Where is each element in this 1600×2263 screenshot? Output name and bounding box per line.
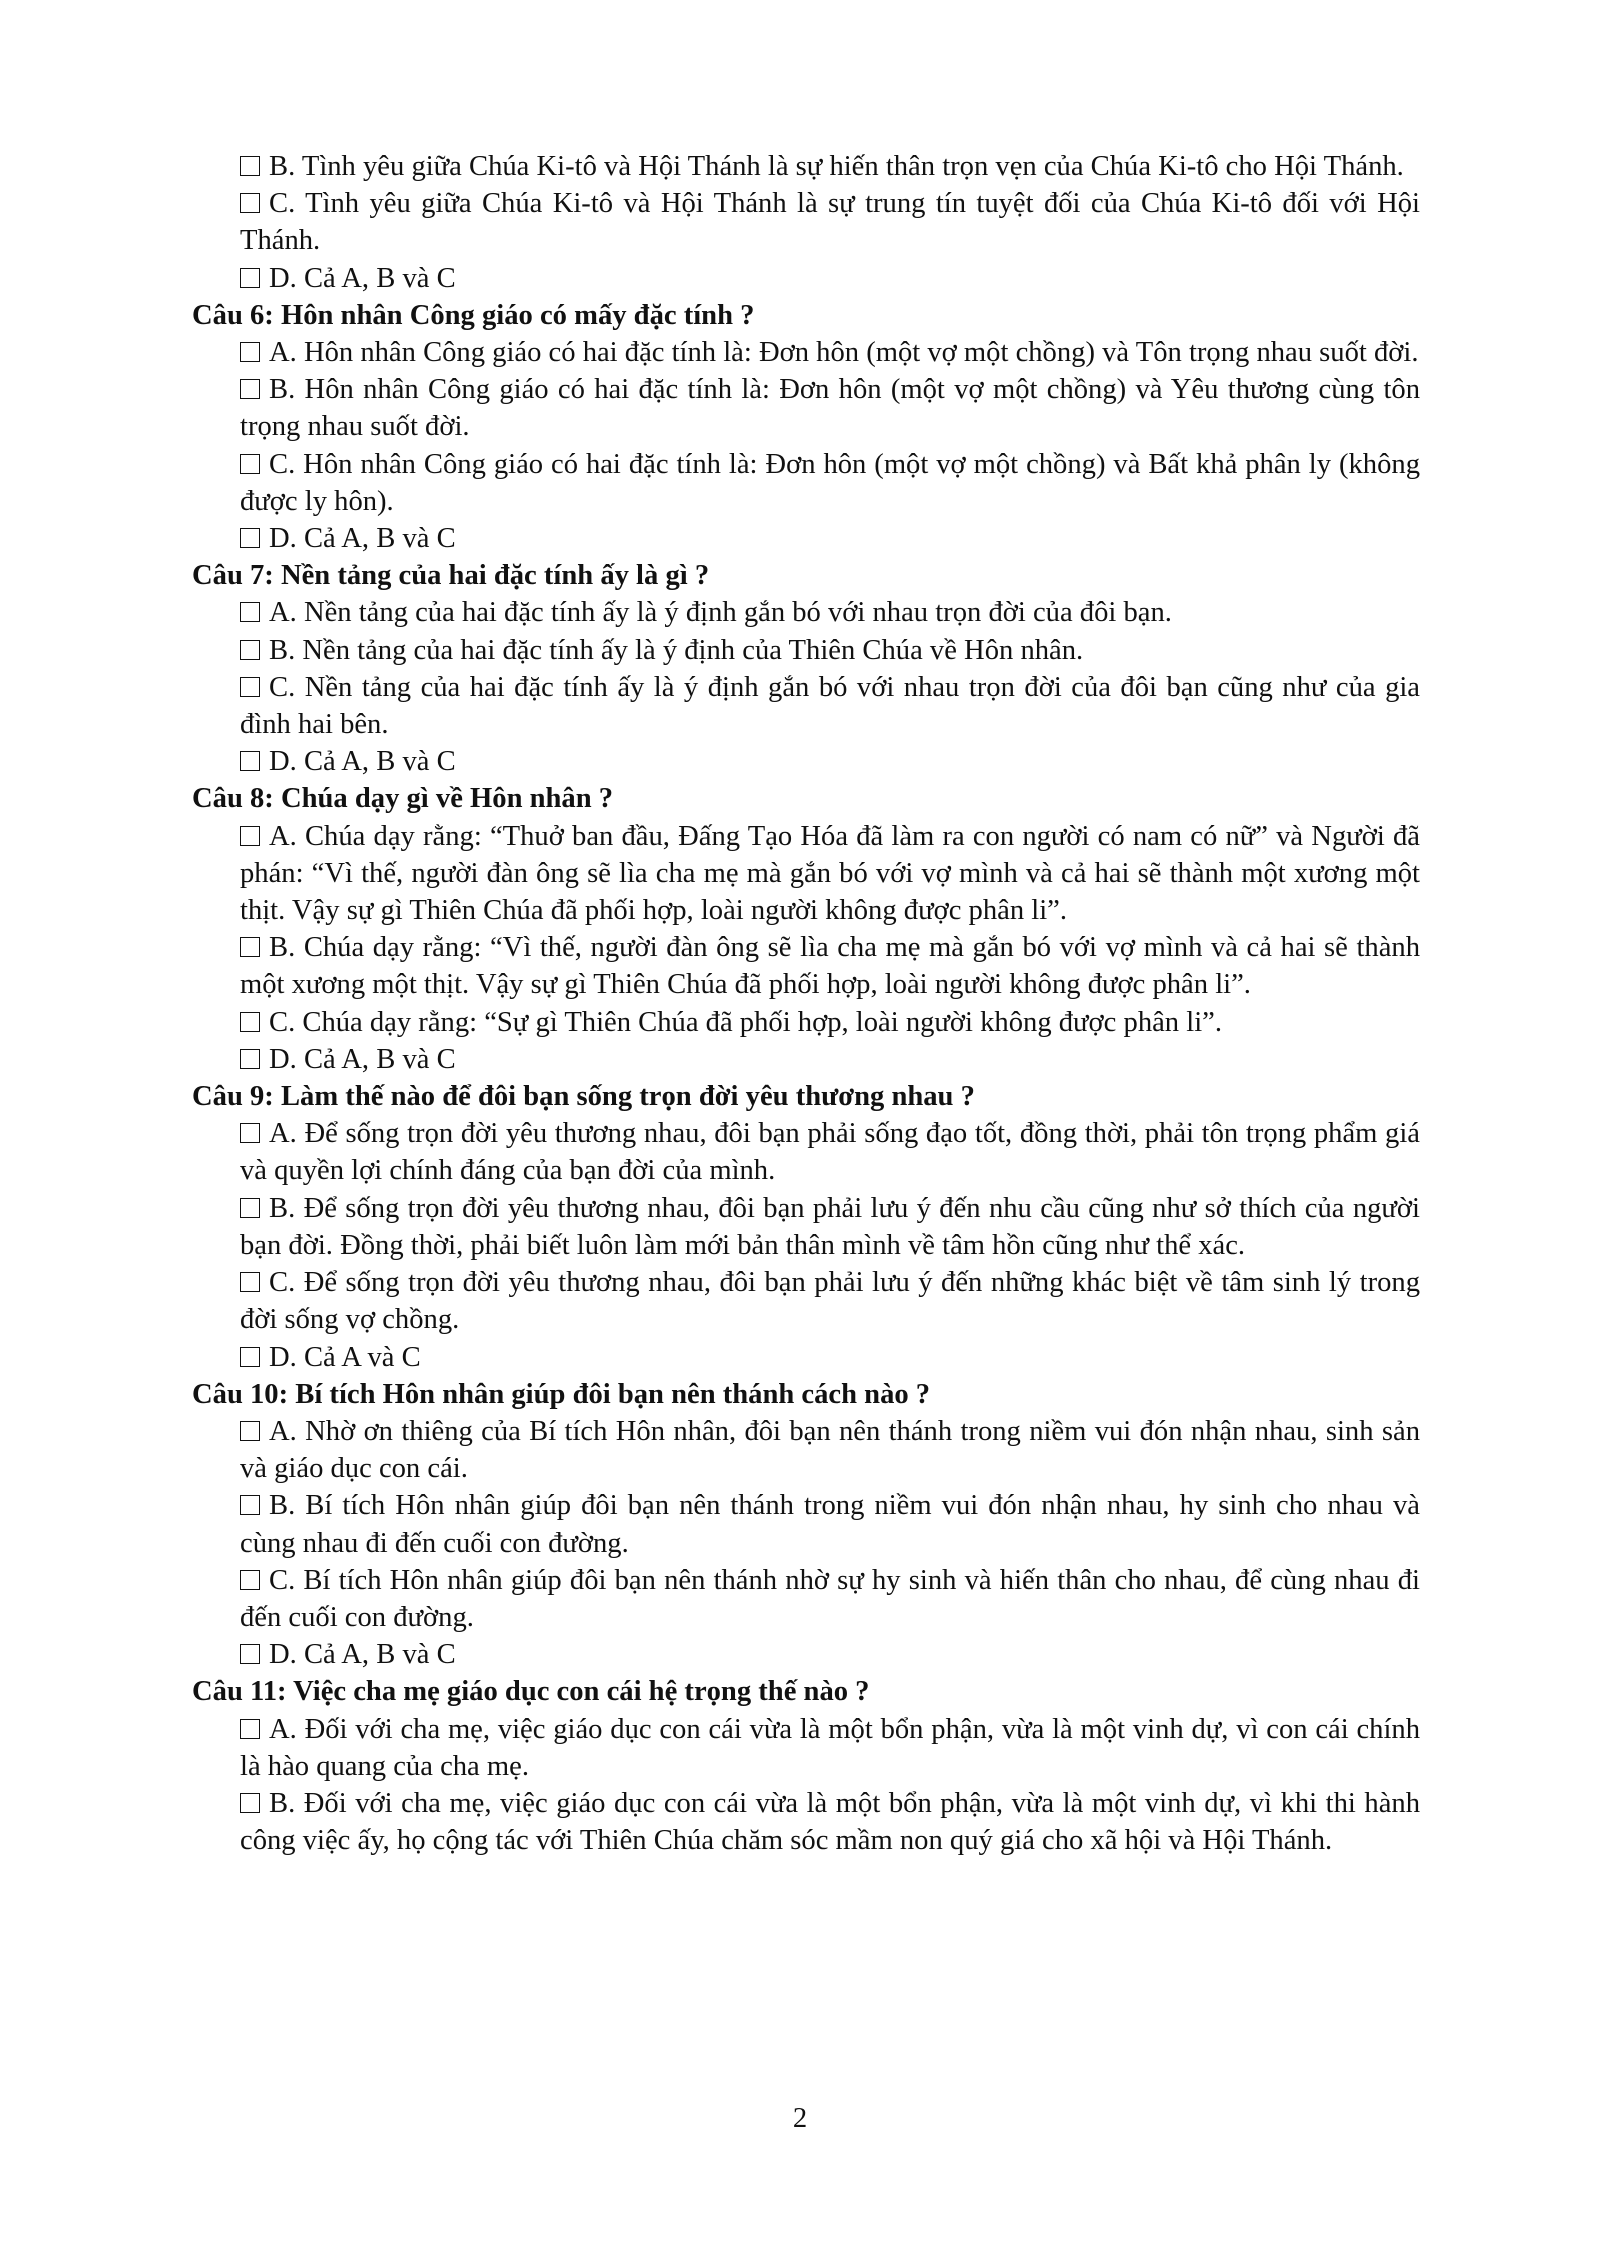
checkbox-icon[interactable]: [240, 1495, 260, 1515]
answer-option-text: D. Cả A, B và C: [269, 1043, 456, 1075]
answer-option: [240, 929, 1420, 1003]
answer-option-text: B. Hôn nhân Công giáo có hai đặc tính là: Đơn hôn (một vợ một chồng) và Yêu thương cùng tôn trọng nhau suốt đời.: [240, 374, 1420, 443]
checkbox-icon[interactable]: [240, 1272, 260, 1292]
question-block: [192, 1376, 1420, 1674]
page-number: 2: [792, 2103, 808, 2134]
checkbox-icon[interactable]: [240, 602, 260, 622]
answer-option-text: B. Bí tích Hôn nhân giúp đôi bạn nên thánh trong niềm vui đón nhận nhau, hy sinh cho nhau và cùng nhau đi đến cuối con đường.: [240, 1490, 1420, 1559]
checkbox-icon[interactable]: [240, 826, 260, 846]
answer-option: [240, 1562, 1420, 1636]
answer-option: [240, 1339, 1420, 1376]
question-block: [192, 780, 1420, 1078]
answer-option-text: A. Nền tảng của hai đặc tính ấy là ý định gắn bó với nhau trọn đời của đôi bạn.: [269, 597, 1172, 629]
checkbox-icon[interactable]: [240, 379, 260, 399]
question-heading: Câu 11: Việc cha mẹ giáo dục con cái hệ trọng thế nào ?: [192, 1676, 870, 1708]
answer-option: [240, 371, 1420, 445]
answer-option-text: C. Nền tảng của hai đặc tính ấy là ý định gắn bó với nhau trọn đời của đôi bạn cũng như của gia đình hai bên.: [240, 671, 1420, 741]
answer-option: [240, 148, 1420, 185]
checkbox-icon[interactable]: [240, 1793, 260, 1813]
answer-option: [240, 818, 1420, 930]
checkbox-icon[interactable]: [240, 1049, 260, 1069]
answer-option: [240, 1785, 1420, 1859]
checkbox-icon[interactable]: [240, 454, 260, 474]
answer-option: [240, 185, 1420, 259]
answer-option: [240, 669, 1420, 743]
checkbox-icon[interactable]: [240, 1123, 260, 1143]
answer-option-text: B. Nền tảng của hai đặc tính ấy là ý định của Thiên Chúa về Hôn nhân.: [269, 634, 1084, 666]
question-block: [192, 1673, 1420, 1859]
answer-option-text: B. Tình yêu giữa Chúa Ki-tô và Hội Thánh là sự hiến thân trọn vẹn của Chúa Ki-tô cho Hội Thánh.: [269, 151, 1404, 182]
question-block: [192, 297, 1420, 557]
answer-option: [240, 334, 1420, 371]
checkbox-icon[interactable]: [240, 1570, 260, 1590]
question-heading: Câu 9: Làm thế nào để đôi bạn sống trọn đời yêu thương nhau ?: [192, 1081, 975, 1113]
answer-option-text: A. Hôn nhân Công giáo có hai đặc tính là: Đơn hôn (một vợ một chồng) và Tôn trọng nhau suốt đời.: [269, 337, 1419, 369]
checkbox-icon[interactable]: [240, 1347, 260, 1367]
checkbox-icon[interactable]: [240, 751, 260, 771]
question-block: [192, 1078, 1420, 1376]
answer-option-text: C. Chúa dạy rằng: “Sự gì Thiên Chúa đã phối hợp, loài người không được phân li”.: [269, 1006, 1222, 1038]
answer-option-text: D. Cả A, B và C: [269, 262, 456, 294]
answer-option-text: A. Để sống trọn đời yêu thương nhau, đôi bạn phải sống đạo tốt, đồng thời, phải tôn trọng phẩm giá và quyền lợi chính đáng của bạn đời của mình.: [240, 1118, 1420, 1187]
answer-option-text: D. Cả A, B và C: [269, 746, 456, 778]
answer-option: [240, 446, 1420, 520]
answer-option-text: D. Cả A, B và C: [269, 523, 456, 555]
answer-option: [240, 743, 1420, 780]
question-heading: Câu 8: Chúa dạy gì về Hôn nhân ?: [192, 783, 614, 815]
answer-option: [240, 1636, 1420, 1673]
question-heading: Câu 7: Nền tảng của hai đặc tính ấy là gì ?: [192, 560, 710, 592]
checkbox-icon[interactable]: [240, 342, 260, 362]
answer-option-text: D. Cả A và C: [269, 1341, 421, 1373]
answer-option-text: C. Hôn nhân Công giáo có hai đặc tính là: Đơn hôn (một vợ một chồng) và Bất khả phân ly (không được ly hôn).: [240, 448, 1420, 517]
checkbox-icon[interactable]: [240, 1012, 260, 1032]
answer-option-text: C. Để sống trọn đời yêu thương nhau, đôi bạn phải lưu ý đến những khác biệt về tâm sinh lý trong đời sống vợ chồng.: [240, 1267, 1420, 1336]
question-block: [192, 557, 1420, 780]
answer-option-text: C. Bí tích Hôn nhân giúp đôi bạn nên thánh nhờ sự hy sinh và hiến thân cho nhau, để cùng nhau đi đến cuối con đường.: [240, 1564, 1420, 1633]
answer-option-text: B. Chúa dạy rằng: “Vì thế, người đàn ông sẽ lìa cha mẹ mà gắn bó với vợ mình và cả hai sẽ thành một xương một thịt. Vậy sự gì Thiên Chúa đã phối hợp, loài người không được phân li”.: [240, 932, 1420, 1001]
answer-option: [240, 1413, 1420, 1487]
answer-option: [240, 260, 1420, 297]
answer-option: [240, 594, 1420, 631]
checkbox-icon[interactable]: [240, 1421, 260, 1441]
question-heading: Câu 10: Bí tích Hôn nhân giúp đôi bạn nên thánh cách nào ?: [192, 1378, 931, 1410]
question-block: [192, 148, 1420, 297]
answer-option-text: D. Cả A, B và C: [269, 1639, 456, 1671]
answer-option-text: A. Chúa dạy rằng: “Thuở ban đầu, Đấng Tạo Hóa đã làm ra con người có nam có nữ” và Người đã phán: “Vì thế, người đàn ông sẽ lìa cha mẹ mà gắn bó với vợ mình và cả hai sẽ thành một xương một thịt. Vậy sự gì Thiên Chúa đã phối hợp, loài người không được phân li”.: [240, 820, 1420, 927]
checkbox-icon[interactable]: [240, 1198, 260, 1218]
question-list: [192, 148, 1420, 1859]
answer-option: [240, 520, 1420, 557]
answer-option: [240, 1004, 1420, 1041]
answer-option: [240, 1041, 1420, 1078]
answer-option-text: B. Đối với cha mẹ, việc giáo dục con cái vừa là một bổn phận, vừa là một vinh dự, vì khi thi hành công việc ấy, họ cộng tác với Thiên Chúa chăm sóc mầm non quý giá cho xã hội và Hội Thánh.: [240, 1787, 1420, 1857]
answer-option: [240, 1711, 1420, 1785]
checkbox-icon[interactable]: [240, 528, 260, 548]
question-heading: Câu 6: Hôn nhân Công giáo có mấy đặc tính ?: [192, 299, 755, 331]
checkbox-icon[interactable]: [240, 1719, 260, 1739]
answer-option-text: A. Nhờ ơn thiêng của Bí tích Hôn nhân, đôi bạn nên thánh trong niềm vui đón nhận nhau, sinh sản và giáo dục con cái.: [240, 1415, 1420, 1485]
checkbox-icon[interactable]: [240, 640, 260, 660]
answer-option: [240, 1264, 1420, 1338]
answer-option-text: C. Tình yêu giữa Chúa Ki-tô và Hội Thánh là sự trung tín tuyệt đối của Chúa Ki-tô đối với Hội Thánh.: [240, 188, 1420, 257]
checkbox-icon[interactable]: [240, 193, 260, 213]
answer-option-text: A. Đối với cha mẹ, việc giáo dục con cái vừa là một bổn phận, vừa là một vinh dự, vì con cái chính là hào quang của cha mẹ.: [240, 1713, 1420, 1782]
checkbox-icon[interactable]: [240, 156, 260, 176]
checkbox-icon[interactable]: [240, 1644, 260, 1664]
checkbox-icon[interactable]: [240, 677, 260, 697]
answer-option: [240, 632, 1420, 669]
answer-option: [240, 1190, 1420, 1264]
checkbox-icon[interactable]: [240, 268, 260, 288]
answer-option-text: B. Để sống trọn đời yêu thương nhau, đôi bạn phải lưu ý đến nhu cầu cũng như sở thích của người bạn đời. Đồng thời, phải biết luôn làm mới bản thân mình về tâm hồn cũng như thể xác.: [240, 1192, 1420, 1261]
answer-option: [240, 1487, 1420, 1561]
checkbox-icon[interactable]: [240, 937, 260, 957]
answer-option: [240, 1115, 1420, 1189]
